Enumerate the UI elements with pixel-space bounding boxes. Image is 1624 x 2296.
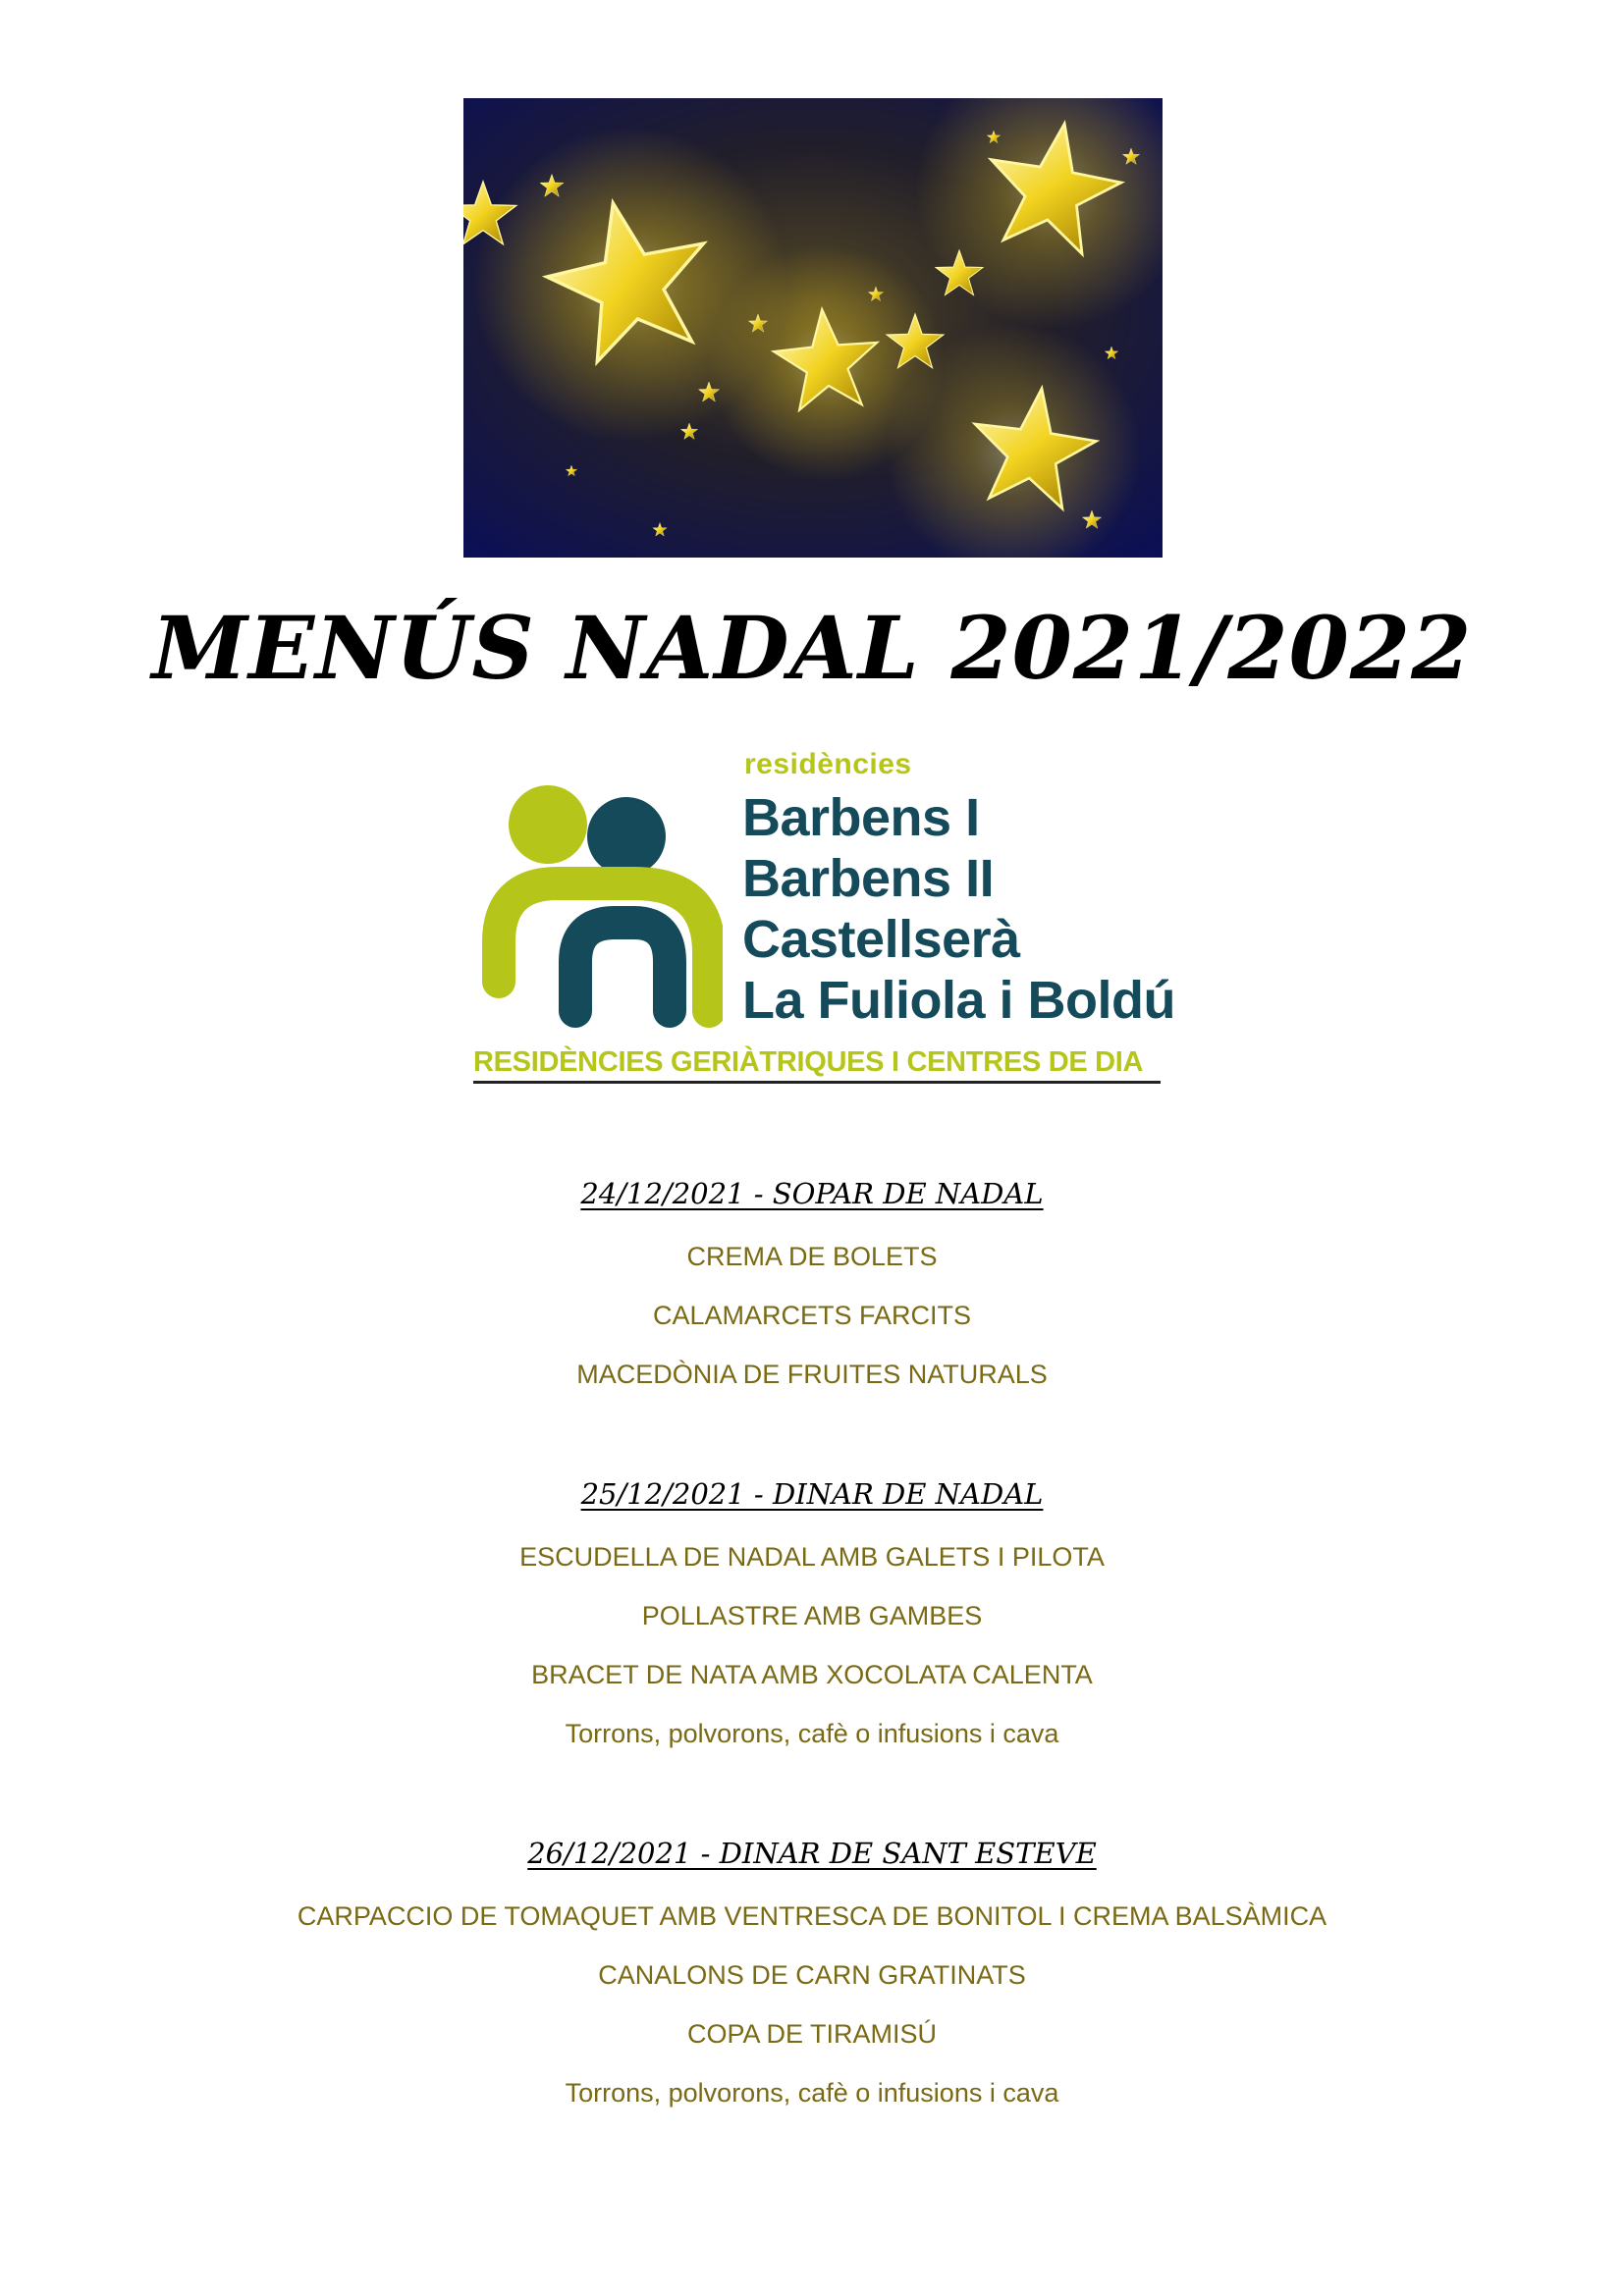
menu-item: MACEDÒNIA DE FRUITES NATURALS [576, 1360, 1048, 1389]
menu-item: ESCUDELLA DE NADAL AMB GALETS I PILOTA [519, 1542, 1105, 1572]
logo-name: Barbens II [742, 849, 995, 908]
menu-item: BRACET DE NATA AMB XOCOLATA CALENTA [531, 1660, 1093, 1689]
menu-section [0, 1834, 1624, 2122]
logo-name: La Fuliola i Boldú [742, 971, 1175, 1030]
logo-name: Barbens I [742, 788, 980, 847]
menu-item: CALAMARCETS FARCITS [652, 1301, 972, 1330]
residencies-logo [463, 736, 1175, 1099]
menu-item: CARPACCIO DE TOMAQUET AMB VENTRESCA DE BONITOL I CREMA BALSÀMICA [297, 1901, 1327, 1931]
menu-heading: 26/12/2021 - DINAR DE SANT ESTEVE [527, 1837, 1097, 1870]
logo-prefix: residències [744, 748, 912, 780]
logo-names [742, 787, 1175, 1031]
menu-heading: 25/12/2021 - DINAR DE NADAL [580, 1477, 1044, 1511]
menu-items [0, 1887, 1624, 2122]
menu-section [0, 1174, 1624, 1404]
menu-item: Torrons, polvorons, cafè o infusions i cava [565, 1719, 1059, 1748]
logo-name: Castellserà [742, 910, 1020, 969]
menu-item: POLLASTRE AMB GAMBES [641, 1601, 983, 1630]
menu-item: Torrons, polvorons, cafè o infusions i cava [565, 2078, 1059, 2108]
menu-items [0, 1527, 1624, 1763]
logo-subtitle: RESIDÈNCIES GERIÀTRIQUES I CENTRES DE DIA [473, 1046, 1161, 1084]
menu-section [0, 1474, 1624, 1763]
page-title: MENÚS NADAL 2021/2022 [151, 597, 1473, 699]
menu-items [0, 1227, 1624, 1404]
menu-heading: 24/12/2021 - SOPAR DE NADAL [580, 1177, 1044, 1210]
menu-item: CANALONS DE CARN GRATINATS [598, 1960, 1026, 1990]
menu-item: COPA DE TIRAMISÚ [686, 2019, 938, 2049]
people-logo-icon [477, 785, 723, 1031]
menu-item: CREMA DE BOLETS [686, 1242, 938, 1271]
christmas-stars-banner [463, 98, 1163, 558]
